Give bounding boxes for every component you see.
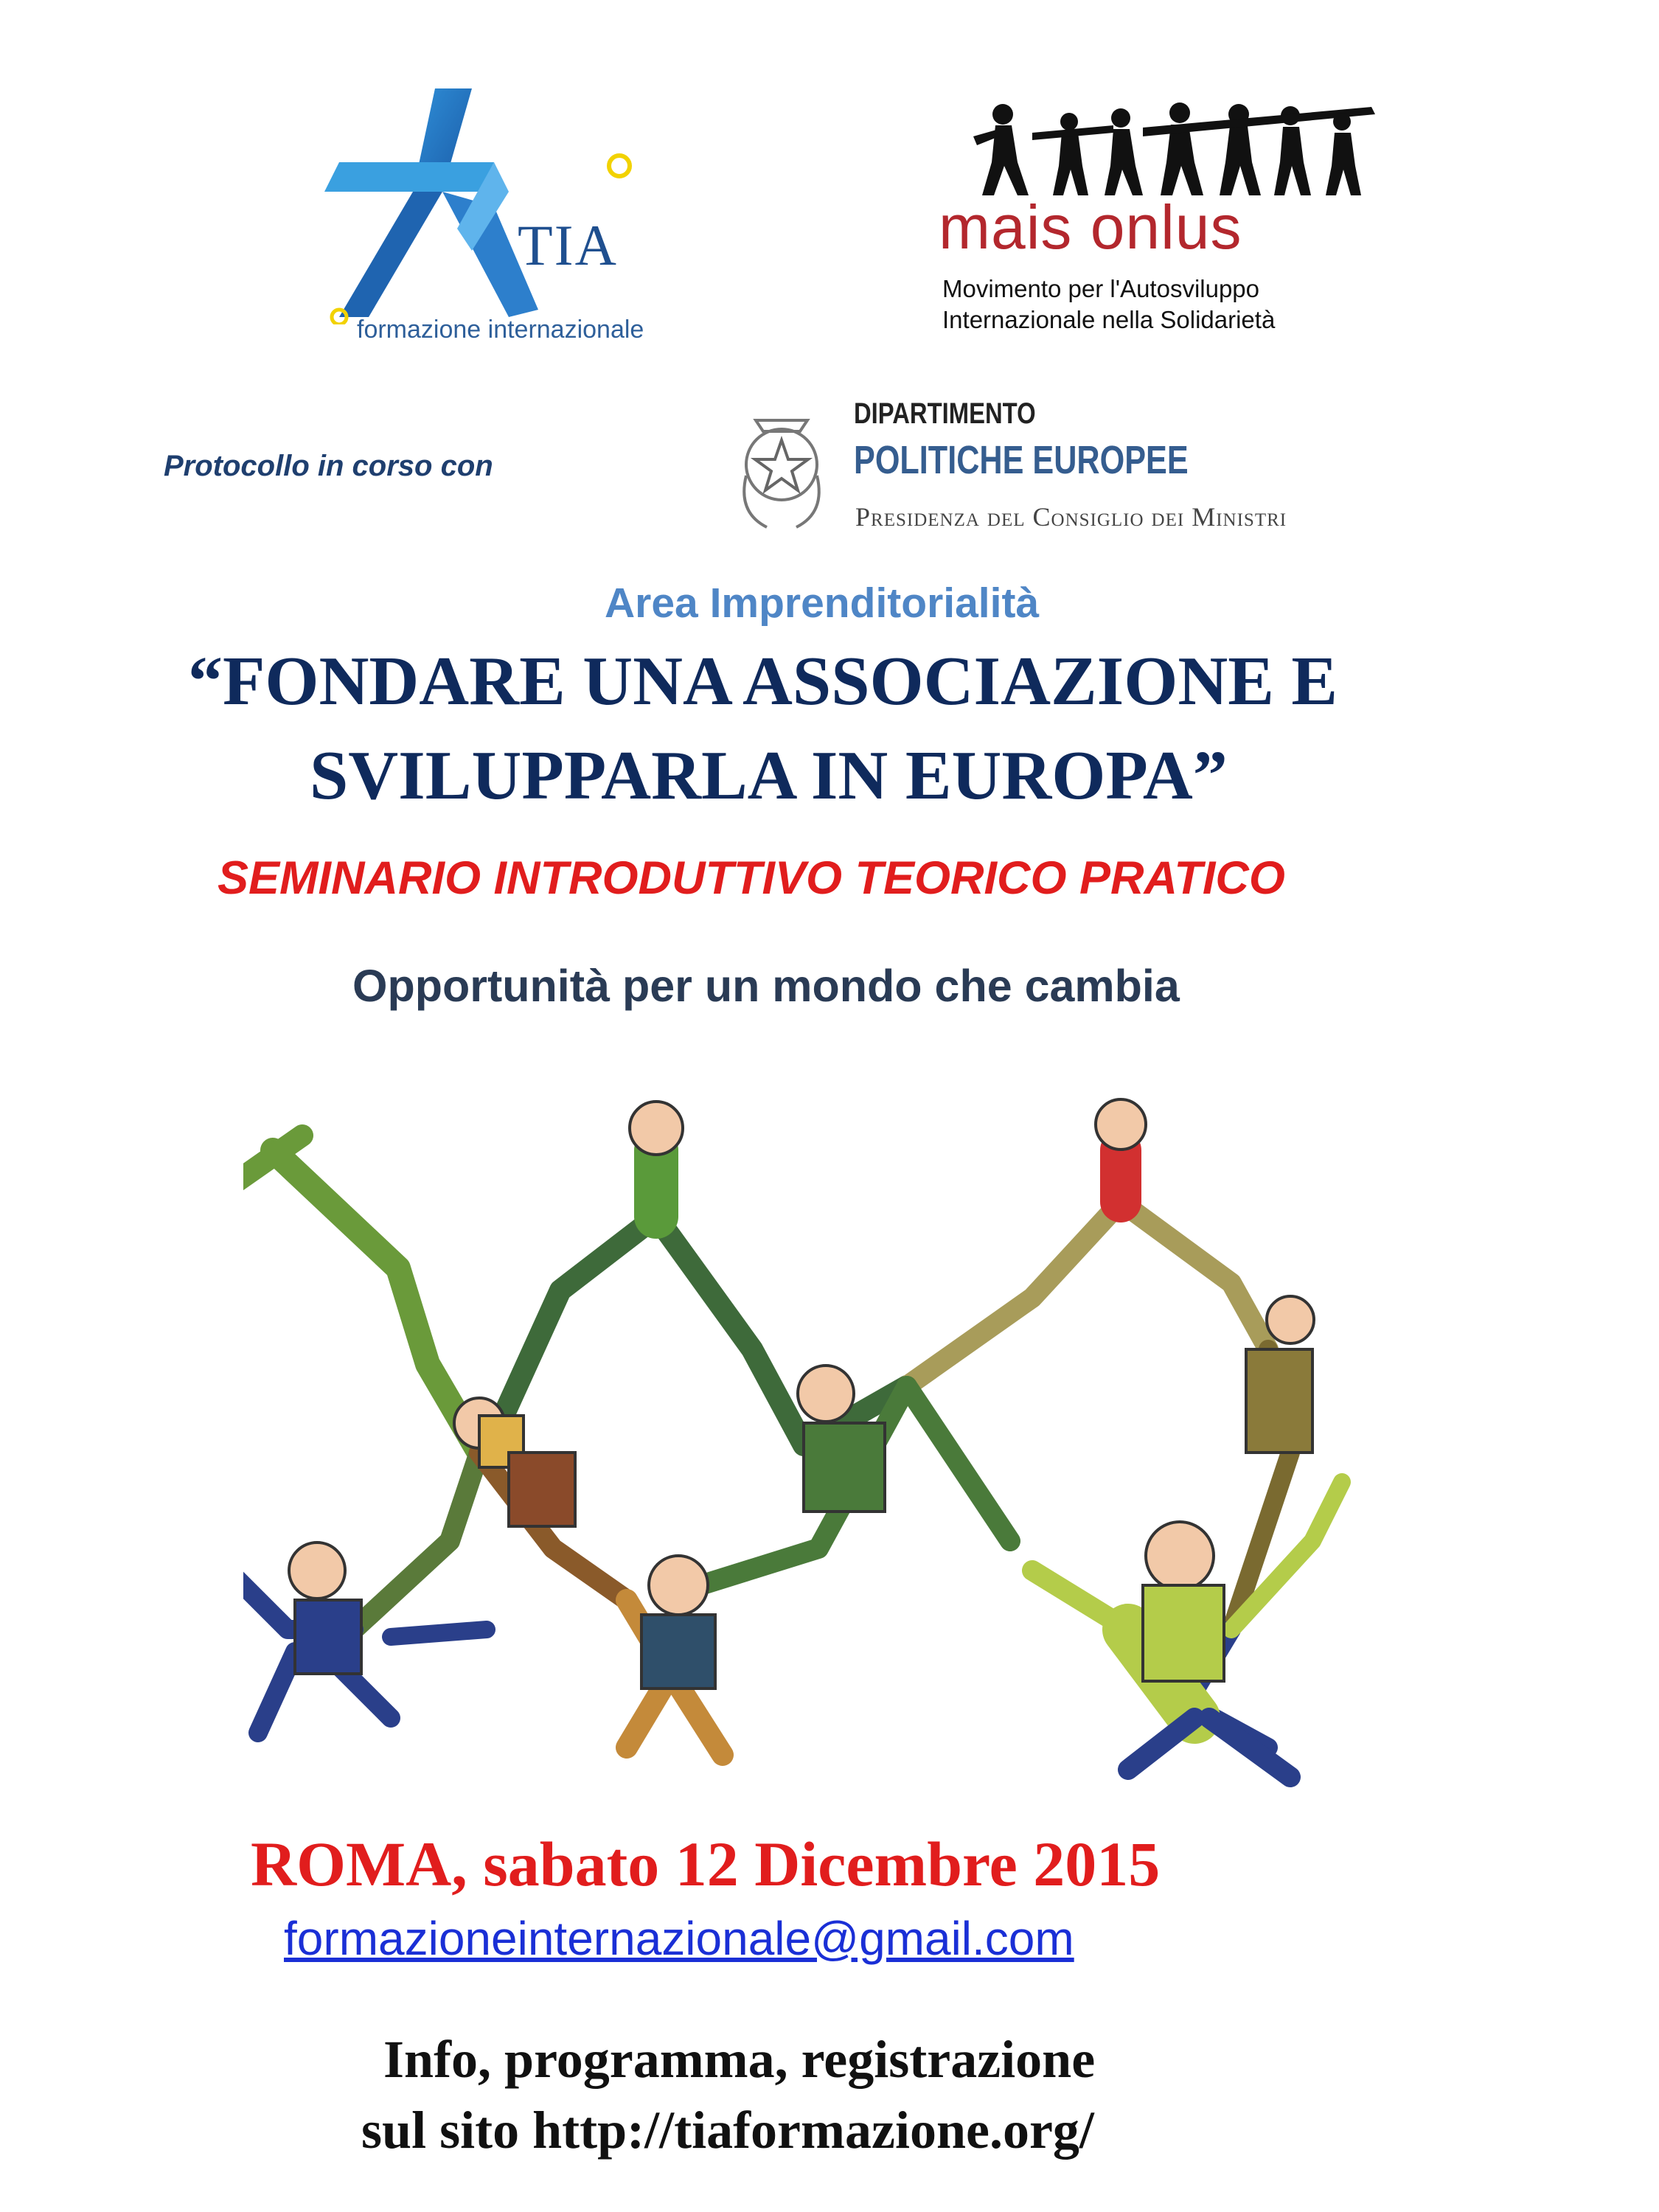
dancing-people-icon [959,92,1394,199]
dipartimento-logo [730,387,1320,549]
tia-logo [324,81,664,347]
dipartimento-line1: DIPARTIMENTO [854,397,1036,430]
tia-star-icon [324,81,664,324]
dipartimento-line3: Presidenza del Consiglio dei Ministri [855,502,1287,532]
mais-subtitle-line1: Movimento per l'Autosviluppo [942,275,1260,302]
people-chain-illustration [243,1069,1541,1806]
title-line1: “FONDARE UNA ASSOCIAZIONE E [188,643,1338,720]
tia-wordmark: TIA [518,213,618,277]
seminar-subtitle: SEMINARIO INTRODUTTIVO TEORICO PRATICO [218,852,1285,904]
email-link[interactable]: formazioneinternazionale@gmail.com [284,1912,1074,1965]
tagline: Opportunità per un mondo che cambia [352,961,1180,1011]
area-heading: Area Imprenditorialità [605,580,1040,627]
tia-tagline: formazione internazionale [357,316,644,344]
title-line2: SVILUPPARLA IN EUROPA” [310,737,1228,814]
event-date: ROMA, sabato 12 Dicembre 2015 [251,1829,1161,1899]
mais-logo [936,92,1453,343]
mais-wordmark: mais onlus [939,192,1242,262]
mais-subtitle-line2: Internazionale nella Solidarietà [942,306,1276,333]
dipartimento-line2: POLITICHE EUROPEE [854,438,1189,482]
protocol-text: Protocollo in corso con [164,450,493,482]
italian-emblem-icon [730,387,833,542]
info-line1: Info, programma, registrazione [383,2030,1096,2089]
holding-hands-figures-icon [243,1069,1541,1806]
info-line2: sul sito http://tiaformazione.org/ [361,2101,1094,2160]
